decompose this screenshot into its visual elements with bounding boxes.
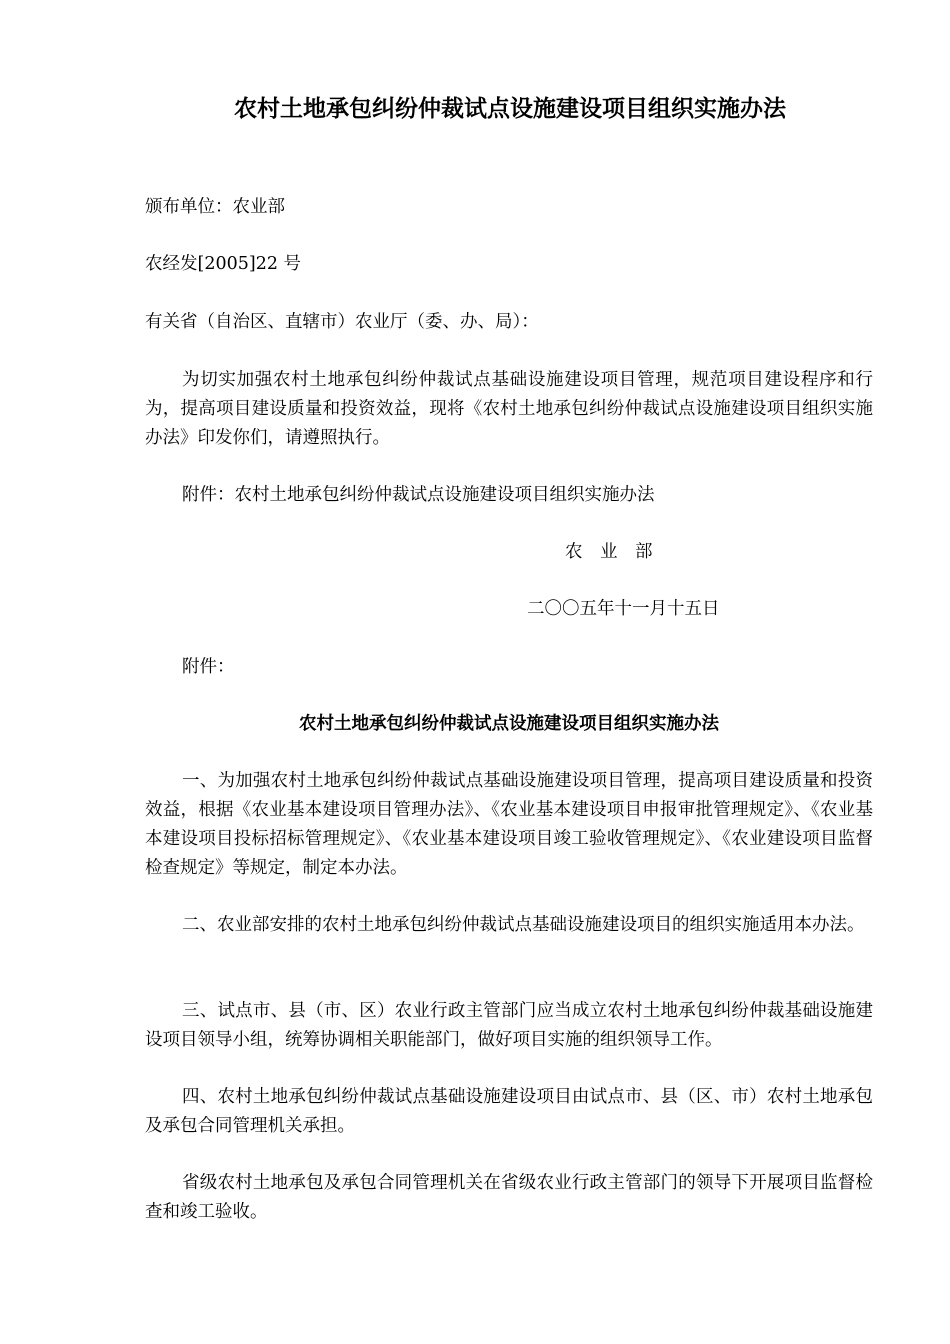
issuer-line: 颁布单位：农业部 [145, 197, 285, 217]
article-paragraph: 省级农村土地承包及承包合同管理机关在省级农业行政主管部门的领导下开展项目监督检查和竣工验收。 [145, 1173, 873, 1222]
signature-date: 二〇〇五年十一月十五日 [527, 599, 720, 619]
article-paragraph: 四、农村土地承包纠纷仲裁试点基础设施建设项目由试点市、县（区、市）农村土地承包及承包合同管理机关承担。 [145, 1087, 873, 1136]
attachment-note: 附件：农村土地承包纠纷仲裁试点设施建设项目组织实施办法 [182, 485, 655, 505]
intro-paragraph: 为切实加强农村土地承包纠纷仲裁试点基础设施建设项目管理，规范项目建设程序和行为，提高项目建设质量和投资效益，现将《农村土地承包纠纷仲裁试点设施建设项目组织实施办法》印发你们，请遵照执行。 [145, 370, 873, 448]
article-paragraph: 一、为加强农村土地承包纠纷仲裁试点基础设施建设项目管理，提高项目建设质量和投资效益，根据《农业基本建设项目管理办法》、《农业基本建设项目申报审批管理规定》、《农业基本建设项目投标招标管理规定》、《农业基本建设项目竣工验收管理规定》、《农业建设项目监督检查规定》等规定，制定本办法。 [145, 771, 873, 878]
article-paragraph: 三、试点市、县（市、区）农业行政主管部门应当成立农村土地承包纠纷仲裁基础设施建设项目领导小组，统筹协调相关职能部门，做好项目实施的组织领导工作。 [145, 1001, 873, 1050]
attachment-title: 农村土地承包纠纷仲裁试点设施建设项目组织实施办法 [299, 714, 719, 734]
signature-issuer: 农 业 部 [565, 542, 653, 562]
document-number: 农经发[2005]22 号 [145, 254, 302, 274]
addressee-line: 有关省（自治区、直辖市）农业厅（委、办、局）： [145, 312, 539, 332]
attachment-label: 附件： [182, 657, 235, 677]
document-title: 农村土地承包纠纷仲裁试点设施建设项目组织实施办法 [234, 95, 786, 122]
article-paragraph: 二、农业部安排的农村土地承包纠纷仲裁试点基础设施建设项目的组织实施适用本办法。 [182, 915, 865, 935]
